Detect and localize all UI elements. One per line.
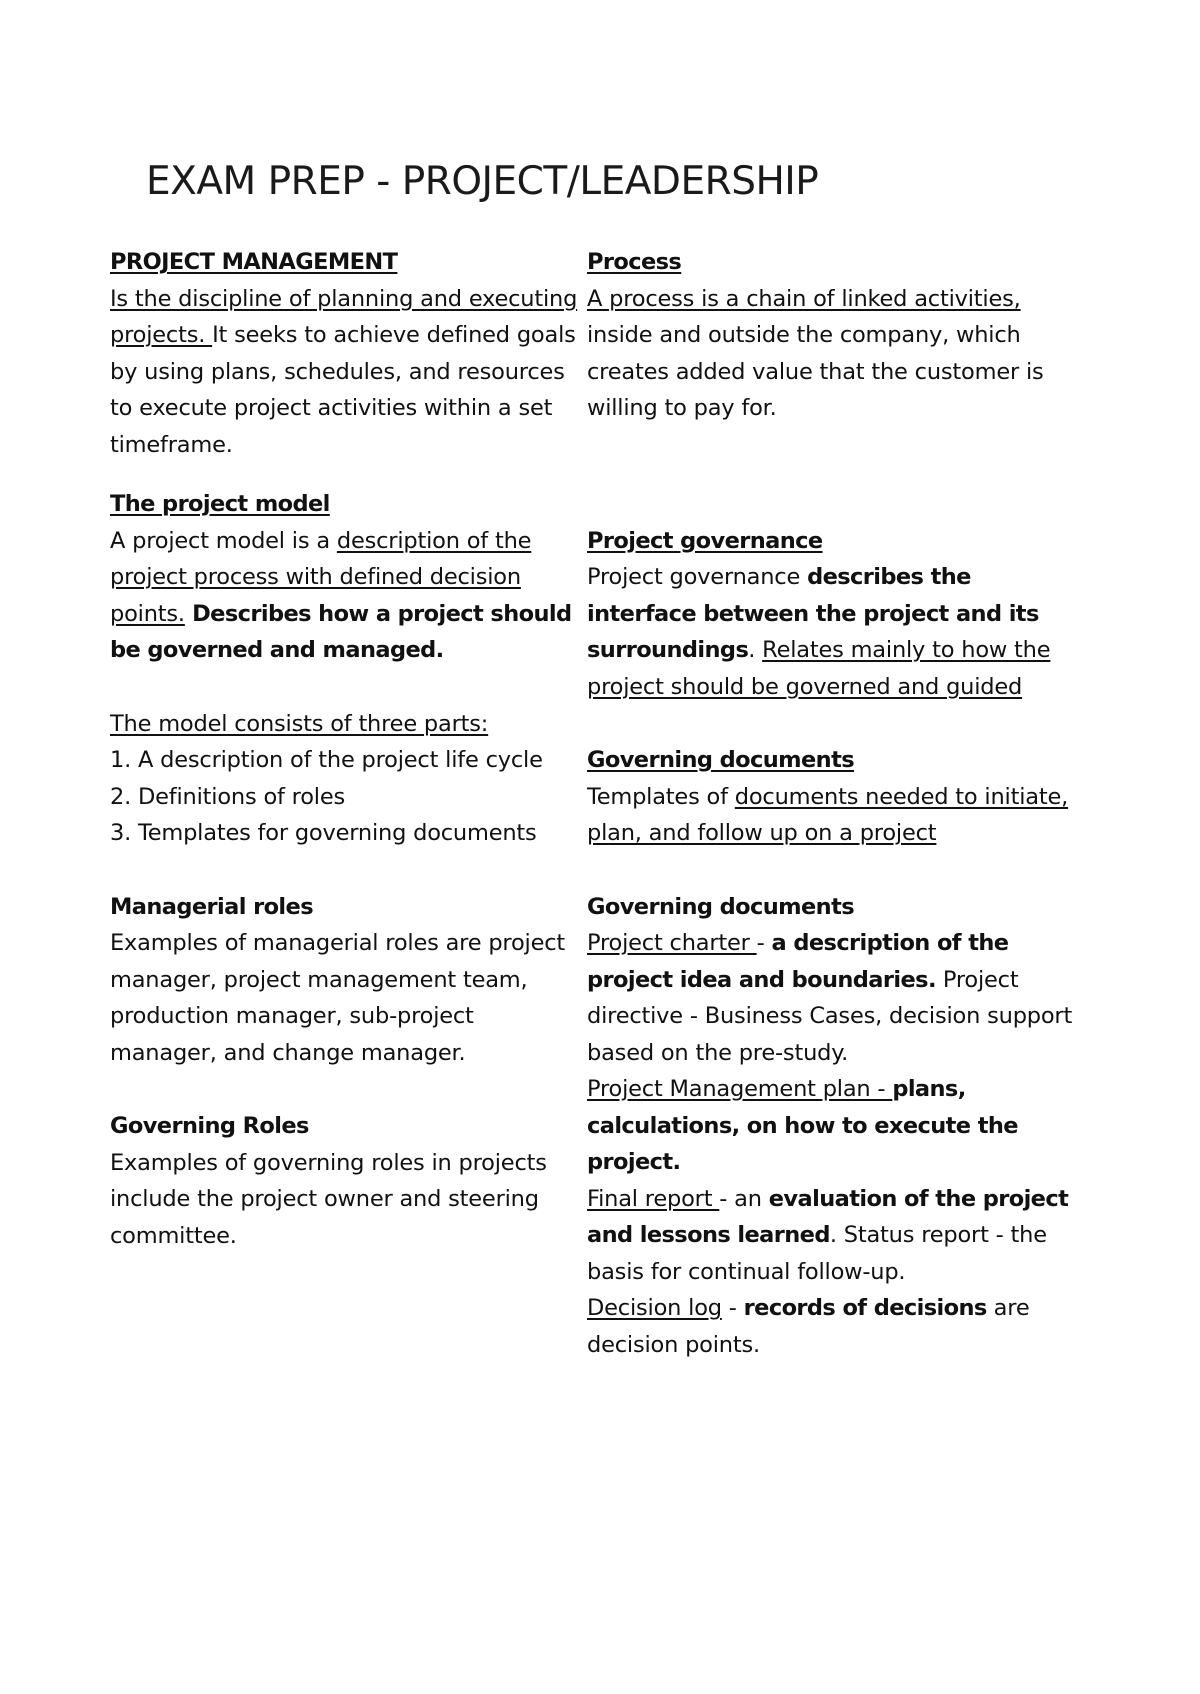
- section-heading: Governing documents: [587, 893, 855, 920]
- section-text: Examples of governing roles in projects include the project owner and steering committee.: [110, 1149, 547, 1249]
- section-model-parts: [110, 706, 580, 852]
- section-project-model: [110, 486, 580, 669]
- section-governing-roles: [110, 1108, 580, 1254]
- section-text: Project charter - a description of the project idea and boundaries. Project directive - Business Cases, decision support based on the pre-study.: [587, 930, 1073, 1066]
- section-heading: Managerial roles: [110, 893, 313, 920]
- section-text: A project model is a description of the project process with defined decision points. Describes how a project should be governed and managed.: [110, 527, 572, 663]
- section-heading: Process: [587, 249, 682, 275]
- doc-entry: Project Management plan - plans, calculations, on how to execute the project.: [587, 1076, 1018, 1175]
- section-text: Templates of documents needed to initiate, plan, and follow up on a project: [587, 783, 1069, 846]
- section-project-governance: [587, 523, 1087, 706]
- list-item: 3. Templates for governing documents: [110, 820, 537, 846]
- section-text: Is the discipline of planning and executing projects. It seeks to achieve defined goals by using plans, schedules, and resources to execute project activities within a set timeframe.: [110, 285, 578, 458]
- section-heading: Governing documents: [587, 747, 855, 773]
- section-project-management: [110, 244, 580, 463]
- list-item: 2. Definitions of roles: [110, 783, 346, 810]
- list-item: 1. A description of the project life cycle: [110, 747, 543, 773]
- section-heading: The project model: [110, 491, 330, 517]
- section-governing-documents: [587, 742, 1087, 852]
- section-heading: Governing Roles: [110, 1113, 309, 1139]
- section-process: [587, 244, 1087, 427]
- right-column: [587, 244, 1087, 1363]
- section-heading: PROJECT MANAGEMENT: [110, 249, 398, 275]
- section-text: Examples of managerial roles are project manager, project management team, production manager, sub-project manager, and change manager.: [110, 930, 566, 1066]
- section-heading: Project governance: [587, 527, 823, 554]
- section-text: A process is a chain of linked activities, inside and outside the company, which creates added value that the customer is willing to pay for.: [587, 285, 1044, 421]
- page-title: EXAM PREP - PROJECT/LEADERSHIP: [146, 159, 819, 204]
- section-governing-documents-list: [587, 889, 1087, 1364]
- section-managerial-roles: [110, 889, 580, 1072]
- doc-entry: Final report - an evaluation of the project and lessons learned. Status report - the basis for continual follow-up.: [587, 1185, 1069, 1285]
- section-text: Project governance describes the interface between the project and its surroundings. Relates mainly to how the project should be governed and guided: [587, 564, 1051, 700]
- parts-intro: The model consists of three parts:: [110, 710, 489, 737]
- left-column: [110, 244, 580, 1254]
- doc-entry: Decision log - records of decisions are decision points.: [587, 1295, 1030, 1358]
